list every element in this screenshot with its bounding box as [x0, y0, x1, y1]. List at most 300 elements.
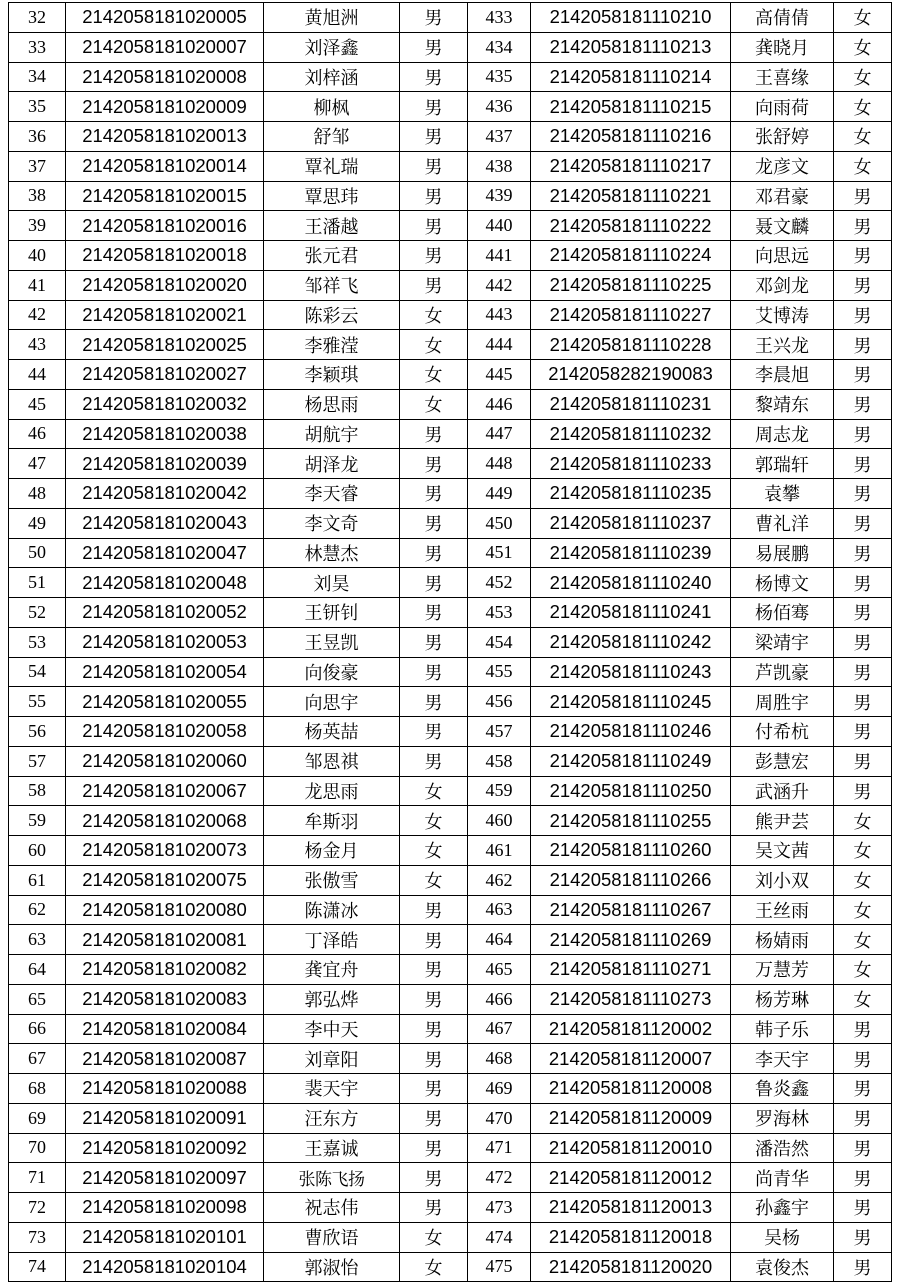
- student-id: 2142058181110231: [531, 389, 731, 419]
- serial-number: 34: [9, 62, 66, 92]
- student-id: 2142058181020092: [66, 1133, 264, 1163]
- student-gender: 男: [834, 211, 892, 241]
- table-row: [9, 419, 892, 449]
- student-gender: 男: [834, 1074, 892, 1104]
- table-row: [9, 330, 892, 360]
- student-gender: 男: [834, 627, 892, 657]
- student-id: 2142058181110235: [531, 479, 731, 509]
- serial-number: 35: [9, 92, 66, 122]
- serial-number: 466: [468, 984, 531, 1014]
- student-gender: 男: [400, 3, 468, 33]
- serial-number: 51: [9, 568, 66, 598]
- student-id: 2142058181020097: [66, 1163, 264, 1193]
- serial-number: 455: [468, 657, 531, 687]
- student-name: 刘梓涵: [264, 62, 400, 92]
- student-id: 2142058181020060: [66, 746, 264, 776]
- student-gender: 女: [400, 836, 468, 866]
- student-id: 2142058181120002: [531, 1014, 731, 1044]
- student-name: 王潘越: [264, 211, 400, 241]
- student-gender: 女: [400, 389, 468, 419]
- student-gender: 男: [400, 1163, 468, 1193]
- table-row: [9, 92, 892, 122]
- student-name: 李晨旭: [731, 360, 834, 390]
- table-row: [9, 1014, 892, 1044]
- student-id: 2142058181110255: [531, 806, 731, 836]
- student-name: 杨博文: [731, 568, 834, 598]
- table-row: [9, 1163, 892, 1193]
- table-row: [9, 1222, 892, 1252]
- table-row: [9, 479, 892, 509]
- student-gender: 女: [834, 806, 892, 836]
- serial-number: 63: [9, 925, 66, 955]
- student-id: 2142058181110217: [531, 151, 731, 181]
- serial-number: 462: [468, 865, 531, 895]
- student-id: 2142058181110221: [531, 181, 731, 211]
- serial-number: 460: [468, 806, 531, 836]
- student-name: 张舒婷: [731, 122, 834, 152]
- student-id: 2142058181110214: [531, 62, 731, 92]
- student-gender: 女: [834, 925, 892, 955]
- student-id: 2142058181020067: [66, 776, 264, 806]
- table-row: [9, 151, 892, 181]
- serial-number: 73: [9, 1222, 66, 1252]
- student-gender: 男: [400, 687, 468, 717]
- student-id: 2142058181020073: [66, 836, 264, 866]
- student-gender: 男: [400, 1103, 468, 1133]
- serial-number: 447: [468, 419, 531, 449]
- student-gender: 男: [400, 657, 468, 687]
- student-id: 2142058181020025: [66, 330, 264, 360]
- student-gender: 女: [834, 865, 892, 895]
- serial-number: 74: [9, 1252, 66, 1282]
- student-name: 胡航宇: [264, 419, 400, 449]
- student-name: 龙思雨: [264, 776, 400, 806]
- student-name: 邓君豪: [731, 181, 834, 211]
- serial-number: 36: [9, 122, 66, 152]
- table-row: [9, 3, 892, 33]
- student-gender: 女: [834, 32, 892, 62]
- student-name: 龙彦文: [731, 151, 834, 181]
- student-name: 张傲雪: [264, 865, 400, 895]
- student-gender: 男: [400, 955, 468, 985]
- student-id: 2142058181020080: [66, 895, 264, 925]
- student-name: 郭瑞轩: [731, 449, 834, 479]
- table-row: [9, 984, 892, 1014]
- serial-number: 61: [9, 865, 66, 895]
- student-name: 陈潇冰: [264, 895, 400, 925]
- student-id: 2142058181020039: [66, 449, 264, 479]
- student-name: 邹祥飞: [264, 270, 400, 300]
- student-name: 向雨荷: [731, 92, 834, 122]
- student-name: 林慧杰: [264, 538, 400, 568]
- student-id: 2142058181020082: [66, 955, 264, 985]
- serial-number: 50: [9, 538, 66, 568]
- student-gender: 男: [834, 1103, 892, 1133]
- serial-number: 42: [9, 300, 66, 330]
- student-gender: 男: [400, 479, 468, 509]
- serial-number: 47: [9, 449, 66, 479]
- student-id: 2142058181110225: [531, 270, 731, 300]
- serial-number: 53: [9, 627, 66, 657]
- student-name: 杨芳琳: [731, 984, 834, 1014]
- student-gender: 男: [400, 1014, 468, 1044]
- student-gender: 男: [400, 925, 468, 955]
- serial-number: 41: [9, 270, 66, 300]
- student-name: 付希杭: [731, 717, 834, 747]
- student-gender: 女: [834, 151, 892, 181]
- serial-number: 48: [9, 479, 66, 509]
- serial-number: 69: [9, 1103, 66, 1133]
- student-gender: 女: [400, 300, 468, 330]
- student-name: 李天宇: [731, 1044, 834, 1074]
- serial-number: 65: [9, 984, 66, 1014]
- student-id: 2142058181110250: [531, 776, 731, 806]
- table-row: [9, 1252, 892, 1282]
- student-name: 向思宇: [264, 687, 400, 717]
- student-name: 李颖琪: [264, 360, 400, 390]
- student-gender: 男: [400, 419, 468, 449]
- table-row: [9, 62, 892, 92]
- table-row: [9, 241, 892, 271]
- student-name: 张陈飞扬: [264, 1163, 400, 1193]
- student-gender: 男: [400, 241, 468, 271]
- student-name: 向俊豪: [264, 657, 400, 687]
- student-name: 潘浩然: [731, 1133, 834, 1163]
- student-gender: 男: [834, 181, 892, 211]
- student-id: 2142058181120013: [531, 1193, 731, 1223]
- student-name: 李中天: [264, 1014, 400, 1044]
- student-name: 高倩倩: [731, 3, 834, 33]
- serial-number: 54: [9, 657, 66, 687]
- student-id: 2142058181020043: [66, 508, 264, 538]
- student-gender: 男: [834, 270, 892, 300]
- serial-number: 444: [468, 330, 531, 360]
- student-id: 2142058181020018: [66, 241, 264, 271]
- student-name: 覃思玮: [264, 181, 400, 211]
- student-id: 2142058181020052: [66, 598, 264, 628]
- student-gender: 男: [400, 717, 468, 747]
- student-name: 王嘉诚: [264, 1133, 400, 1163]
- student-name: 刘昊: [264, 568, 400, 598]
- table-row: [9, 360, 892, 390]
- serial-number: 70: [9, 1133, 66, 1163]
- serial-number: 459: [468, 776, 531, 806]
- serial-number: 46: [9, 419, 66, 449]
- student-name: 罗海林: [731, 1103, 834, 1133]
- student-id: 2142058181120009: [531, 1103, 731, 1133]
- serial-number: 62: [9, 895, 66, 925]
- student-gender: 女: [400, 865, 468, 895]
- student-id: 2142058181020015: [66, 181, 264, 211]
- student-name: 裴天宇: [264, 1074, 400, 1104]
- student-name: 吴文茜: [731, 836, 834, 866]
- serial-number: 464: [468, 925, 531, 955]
- serial-number: 474: [468, 1222, 531, 1252]
- student-gender: 女: [400, 776, 468, 806]
- student-id: 2142058181110213: [531, 32, 731, 62]
- student-gender: 女: [834, 955, 892, 985]
- serial-number: 445: [468, 360, 531, 390]
- student-name: 鲁炎鑫: [731, 1074, 834, 1104]
- student-gender: 男: [400, 746, 468, 776]
- student-id: 2142058181020053: [66, 627, 264, 657]
- serial-number: 452: [468, 568, 531, 598]
- student-id: 2142058181020038: [66, 419, 264, 449]
- student-name: 王兴龙: [731, 330, 834, 360]
- student-id: 2142058181110271: [531, 955, 731, 985]
- serial-number: 435: [468, 62, 531, 92]
- student-id: 2142058181110273: [531, 984, 731, 1014]
- student-id: 2142058181020081: [66, 925, 264, 955]
- student-id: 2142058181020007: [66, 32, 264, 62]
- student-id: 2142058181120012: [531, 1163, 731, 1193]
- student-gender: 男: [400, 181, 468, 211]
- serial-number: 461: [468, 836, 531, 866]
- table-row: [9, 1133, 892, 1163]
- student-gender: 男: [834, 717, 892, 747]
- student-gender: 男: [834, 360, 892, 390]
- table-row: [9, 598, 892, 628]
- student-id: 2142058181020016: [66, 211, 264, 241]
- student-id: 2142058181020054: [66, 657, 264, 687]
- serial-number: 66: [9, 1014, 66, 1044]
- serial-number: 40: [9, 241, 66, 271]
- table-row: [9, 181, 892, 211]
- table-row: [9, 32, 892, 62]
- serial-number: 451: [468, 538, 531, 568]
- student-gender: 男: [400, 32, 468, 62]
- student-name: 袁俊杰: [731, 1252, 834, 1282]
- student-gender: 男: [400, 508, 468, 538]
- student-id: 2142058181110216: [531, 122, 731, 152]
- student-name: 易展鹏: [731, 538, 834, 568]
- serial-number: 440: [468, 211, 531, 241]
- student-id: 2142058181020027: [66, 360, 264, 390]
- serial-number: 458: [468, 746, 531, 776]
- student-gender: 男: [834, 1133, 892, 1163]
- serial-number: 467: [468, 1014, 531, 1044]
- student-gender: 男: [834, 508, 892, 538]
- student-id: 2142058181110266: [531, 865, 731, 895]
- serial-number: 439: [468, 181, 531, 211]
- student-id: 2142058181020005: [66, 3, 264, 33]
- serial-number: 453: [468, 598, 531, 628]
- student-name: 武涵升: [731, 776, 834, 806]
- student-name: 柳枫: [264, 92, 400, 122]
- table-row: [9, 806, 892, 836]
- student-gender: 男: [834, 598, 892, 628]
- student-name: 邓剑龙: [731, 270, 834, 300]
- student-id: 2142058181110269: [531, 925, 731, 955]
- student-id: 2142058181110267: [531, 895, 731, 925]
- student-id: 2142058181020048: [66, 568, 264, 598]
- student-gender: 女: [400, 330, 468, 360]
- serial-number: 56: [9, 717, 66, 747]
- student-gender: 男: [834, 1014, 892, 1044]
- student-gender: 男: [400, 984, 468, 1014]
- student-id: 2142058181020020: [66, 270, 264, 300]
- serial-number: 44: [9, 360, 66, 390]
- table-row: [9, 717, 892, 747]
- serial-number: 64: [9, 955, 66, 985]
- student-gender: 男: [834, 1222, 892, 1252]
- table-row: [9, 508, 892, 538]
- student-id: 2142058181020068: [66, 806, 264, 836]
- serial-number: 443: [468, 300, 531, 330]
- student-name: 牟斯羽: [264, 806, 400, 836]
- student-name: 曹欣语: [264, 1222, 400, 1252]
- table-row: [9, 836, 892, 866]
- serial-number: 473: [468, 1193, 531, 1223]
- student-name: 刘泽鑫: [264, 32, 400, 62]
- student-gender: 男: [834, 1163, 892, 1193]
- serial-number: 72: [9, 1193, 66, 1223]
- student-name: 杨思雨: [264, 389, 400, 419]
- student-id: 2142058181120018: [531, 1222, 731, 1252]
- student-id: 2142058181110240: [531, 568, 731, 598]
- student-gender: 男: [834, 389, 892, 419]
- serial-number: 450: [468, 508, 531, 538]
- student-id: 2142058181020104: [66, 1252, 264, 1282]
- student-name: 龚晓月: [731, 32, 834, 62]
- student-name: 向思远: [731, 241, 834, 271]
- table-row: [9, 955, 892, 985]
- table-row: [9, 776, 892, 806]
- table-row: [9, 1193, 892, 1223]
- student-gender: 女: [834, 122, 892, 152]
- student-name: 杨金月: [264, 836, 400, 866]
- student-id: 2142058181020055: [66, 687, 264, 717]
- student-gender: 女: [400, 360, 468, 390]
- student-id: 2142058181020087: [66, 1044, 264, 1074]
- serial-number: 433: [468, 3, 531, 33]
- student-id: 2142058181020021: [66, 300, 264, 330]
- serial-number: 465: [468, 955, 531, 985]
- serial-number: 434: [468, 32, 531, 62]
- serial-number: 68: [9, 1074, 66, 1104]
- serial-number: 436: [468, 92, 531, 122]
- student-name: 周胜宇: [731, 687, 834, 717]
- student-gender: 男: [400, 1044, 468, 1074]
- student-name: 张元君: [264, 241, 400, 271]
- student-id: 2142058181110237: [531, 508, 731, 538]
- student-name: 陈彩云: [264, 300, 400, 330]
- serial-number: 454: [468, 627, 531, 657]
- table-row: [9, 389, 892, 419]
- student-name: 艾博涛: [731, 300, 834, 330]
- student-gender: 男: [400, 270, 468, 300]
- serial-number: 59: [9, 806, 66, 836]
- student-gender: 男: [400, 895, 468, 925]
- student-name: 曹礼洋: [731, 508, 834, 538]
- serial-number: 43: [9, 330, 66, 360]
- student-gender: 女: [834, 895, 892, 925]
- student-id: 2142058181020013: [66, 122, 264, 152]
- student-name: 黎靖东: [731, 389, 834, 419]
- serial-number: 52: [9, 598, 66, 628]
- student-gender: 女: [400, 1222, 468, 1252]
- student-id: 2142058181110245: [531, 687, 731, 717]
- student-name: 芦凯豪: [731, 657, 834, 687]
- table-row: [9, 270, 892, 300]
- student-name: 李文奇: [264, 508, 400, 538]
- serial-number: 33: [9, 32, 66, 62]
- table-row: [9, 687, 892, 717]
- student-name: 汪东方: [264, 1103, 400, 1133]
- student-id: 2142058181110232: [531, 419, 731, 449]
- student-id: 2142058181120007: [531, 1044, 731, 1074]
- serial-number: 45: [9, 389, 66, 419]
- table-row: [9, 300, 892, 330]
- student-name: 黄旭洲: [264, 3, 400, 33]
- student-gender: 女: [834, 92, 892, 122]
- serial-number: 469: [468, 1074, 531, 1104]
- student-gender: 男: [834, 776, 892, 806]
- serial-number: 475: [468, 1252, 531, 1282]
- student-name: 郭淑怡: [264, 1252, 400, 1282]
- student-name: 丁泽皓: [264, 925, 400, 955]
- student-name: 杨佰骞: [731, 598, 834, 628]
- student-id: 2142058181110239: [531, 538, 731, 568]
- student-name: 熊尹芸: [731, 806, 834, 836]
- student-id: 2142058282190083: [531, 360, 731, 390]
- student-id: 2142058181020091: [66, 1103, 264, 1133]
- student-id: 2142058181110243: [531, 657, 731, 687]
- serial-number: 457: [468, 717, 531, 747]
- student-gender: 男: [400, 92, 468, 122]
- student-id: 2142058181020047: [66, 538, 264, 568]
- student-gender: 男: [834, 1252, 892, 1282]
- table-row: [9, 657, 892, 687]
- table-row: [9, 865, 892, 895]
- table-row: [9, 1074, 892, 1104]
- student-id: 2142058181120008: [531, 1074, 731, 1104]
- student-id: 2142058181020084: [66, 1014, 264, 1044]
- student-name: 杨婧雨: [731, 925, 834, 955]
- student-id: 2142058181020014: [66, 151, 264, 181]
- student-name: 王丝雨: [731, 895, 834, 925]
- student-gender: 女: [400, 1252, 468, 1282]
- student-id: 2142058181020008: [66, 62, 264, 92]
- student-id: 2142058181110233: [531, 449, 731, 479]
- student-gender: 女: [834, 62, 892, 92]
- student-gender: 男: [400, 1133, 468, 1163]
- student-gender: 女: [834, 836, 892, 866]
- serial-number: 442: [468, 270, 531, 300]
- student-name: 袁攀: [731, 479, 834, 509]
- student-name: 杨英喆: [264, 717, 400, 747]
- student-gender: 男: [400, 62, 468, 92]
- student-name: 李天睿: [264, 479, 400, 509]
- table-row: [9, 925, 892, 955]
- student-gender: 男: [400, 568, 468, 598]
- student-gender: 男: [400, 538, 468, 568]
- serial-number: 463: [468, 895, 531, 925]
- student-name: 韩子乐: [731, 1014, 834, 1044]
- serial-number: 438: [468, 151, 531, 181]
- serial-number: 58: [9, 776, 66, 806]
- serial-number: 472: [468, 1163, 531, 1193]
- student-name: 舒邹: [264, 122, 400, 152]
- student-name: 胡泽龙: [264, 449, 400, 479]
- student-gender: 男: [834, 300, 892, 330]
- student-gender: 男: [834, 657, 892, 687]
- serial-number: 37: [9, 151, 66, 181]
- student-name: 孙鑫宇: [731, 1193, 834, 1223]
- student-id: 2142058181110222: [531, 211, 731, 241]
- student-id: 2142058181020009: [66, 92, 264, 122]
- student-name: 郭弘烨: [264, 984, 400, 1014]
